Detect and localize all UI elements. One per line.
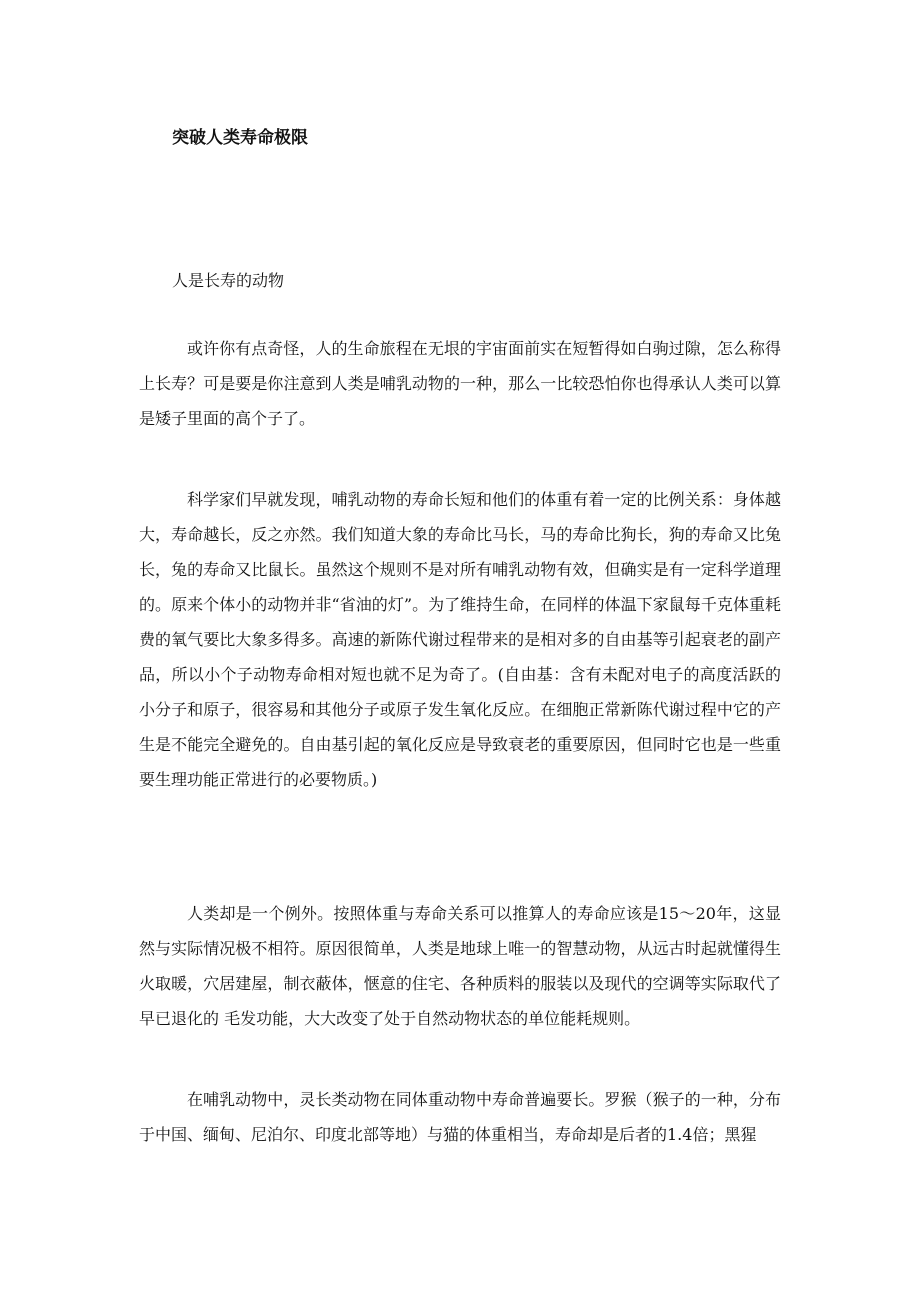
section-heading: 人是长寿的动物 — [172, 271, 285, 290]
paragraph-3: 人类却是一个例外。按照体重与寿命关系可以推算人的寿命应该是15～20年，这显然与实际情况极不相符。原因很简单，人类是地球上唯一的智慧动物，从远古时起就懂得生火取暖，穴居建屋，制衣蔽体，惬意的住宅、各种质料的服装以及现代的空调等实际取代了早已退化的 毛发功能，大大改变了处于自然动物状态的单位能耗规则。 — [139, 904, 781, 1028]
paragraph-1: 或许你有点奇怪，人的生命旅程在无垠的宇宙面前实在短暂得如白驹过隙，怎么称得上长寿？可是要是你注意到人类是哺乳动物的一种，那么一比较恐怕你也得承认人类可以算是矮子里面的高个子了。 — [139, 339, 781, 428]
document-title: 突破人类寿命极限 — [172, 128, 308, 148]
paragraph-2: 科学家们早就发现，哺乳动物的寿命长短和他们的体重有着一定的比例关系：身体越大，寿命越长，反之亦然。我们知道大象的寿命比马长，马的寿命比狗长，狗的寿命又比兔长，兔的寿命又比鼠长。虽然这个规则不是对所有哺乳动物有效，但确实是有一定科学道理的。原来个体小的动物并非“省油的灯”。为了维持生命，在同样的体温下家鼠每千克体重耗费的氧气要比大象多得多。高速的新陈代谢过程带来的是相对多的自由基等引起衰老的副产品，所以小个子动物寿命相对短也就不足为奇了。(自由基：含有未配对电子的高度活跃的小分子和原子，很容易和其他分子或原子发生氧化反应。在细胞正常新陈代谢过程中它的产生是不能完全避免的。自由基引起的氧化反应是导致衰老的重要原因，但同时它也是一些重要生理功能正常进行的必要物质。) — [139, 490, 781, 789]
paragraph-4: 在哺乳动物中，灵长类动物在同体重动物中寿命普遍要长。罗猴（猴子的一种，分布于中国、缅甸、尼泊尔、印度北部等地）与猫的体重相当，寿命却是后者的1.4倍；黑猩 — [139, 1090, 781, 1144]
